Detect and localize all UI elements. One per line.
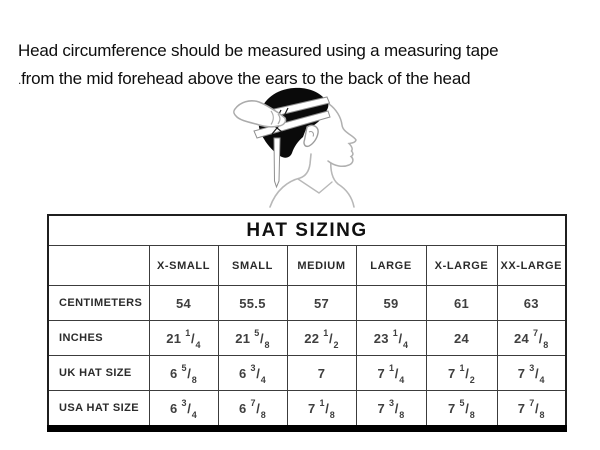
value-cell: 21 $^5/_8$ <box>218 321 287 356</box>
value-cell: 21 $^1/_4$ <box>149 321 218 356</box>
row-label-cell: USA HAT SIZE <box>48 391 149 429</box>
value-cell: 6 $^7/_8$ <box>218 391 287 429</box>
row-label-cell: INCHES <box>48 321 149 356</box>
col-header-xx-large: XX-LARGE <box>497 246 566 286</box>
col-header-x-large: X-LARGE <box>426 246 497 286</box>
ear-shape <box>304 125 318 146</box>
table-title-row <box>48 215 566 246</box>
value-cell: 6 $^3/_4$ <box>149 391 218 429</box>
value-cell: 55.5 <box>218 286 287 321</box>
value-cell: 7 $^5/_8$ <box>426 391 497 429</box>
instruction-line-2: .from the mid forehead above the ears to the back of the head <box>18 69 471 88</box>
row-label-cell: CENTIMETERS <box>48 286 149 321</box>
col-header-small: SMALL <box>218 246 287 286</box>
value-cell: 7 $^3/_8$ <box>356 391 426 429</box>
illustration-container <box>232 86 372 208</box>
leading-period-mark: . <box>18 73 22 87</box>
table-row-centimeters <box>48 286 566 321</box>
table-row-uk-hat-size <box>48 356 566 391</box>
row-label-cell: UK HAT SIZE <box>48 356 149 391</box>
instruction-line-1: Head circumference should be measured using a measuring tape <box>18 41 499 60</box>
value-cell: 54 <box>149 286 218 321</box>
table-row-inches <box>48 321 566 356</box>
value-cell: 7 $^7/_8$ <box>497 391 566 429</box>
table-title: HAT SIZING <box>48 215 566 246</box>
face-outline <box>328 104 356 166</box>
value-cell: 7 <box>287 356 356 391</box>
value-cell: 22 $^1/_2$ <box>287 321 356 356</box>
col-header-large: LARGE <box>356 246 426 286</box>
value-cell: 7 $^1/_4$ <box>356 356 426 391</box>
value-cell: 7 $^1/_2$ <box>426 356 497 391</box>
value-cell: 63 <box>497 286 566 321</box>
value-cell: 57 <box>287 286 356 321</box>
head-measurement-illustration <box>232 86 372 208</box>
value-cell: 23 $^1/_4$ <box>356 321 426 356</box>
col-header-medium: MEDIUM <box>287 246 356 286</box>
value-cell: 7 $^3/_4$ <box>497 356 566 391</box>
table-row-usa-hat-size <box>48 391 566 429</box>
size-table-body <box>48 286 566 429</box>
value-cell: 59 <box>356 286 426 321</box>
value-cell: 6 $^3/_4$ <box>218 356 287 391</box>
size-header-row <box>48 246 566 286</box>
value-cell: 24 <box>426 321 497 356</box>
value-cell: 6 $^5/_8$ <box>149 356 218 391</box>
value-cell: 61 <box>426 286 497 321</box>
corner-cell <box>48 246 149 286</box>
col-header-x-small: X-SMALL <box>149 246 218 286</box>
value-cell: 24 $^7/_8$ <box>497 321 566 356</box>
hat-sizing-table <box>47 214 567 432</box>
tape-hanging-end <box>274 138 280 187</box>
value-cell: 7 $^1/_8$ <box>287 391 356 429</box>
size-table-head <box>48 215 566 286</box>
